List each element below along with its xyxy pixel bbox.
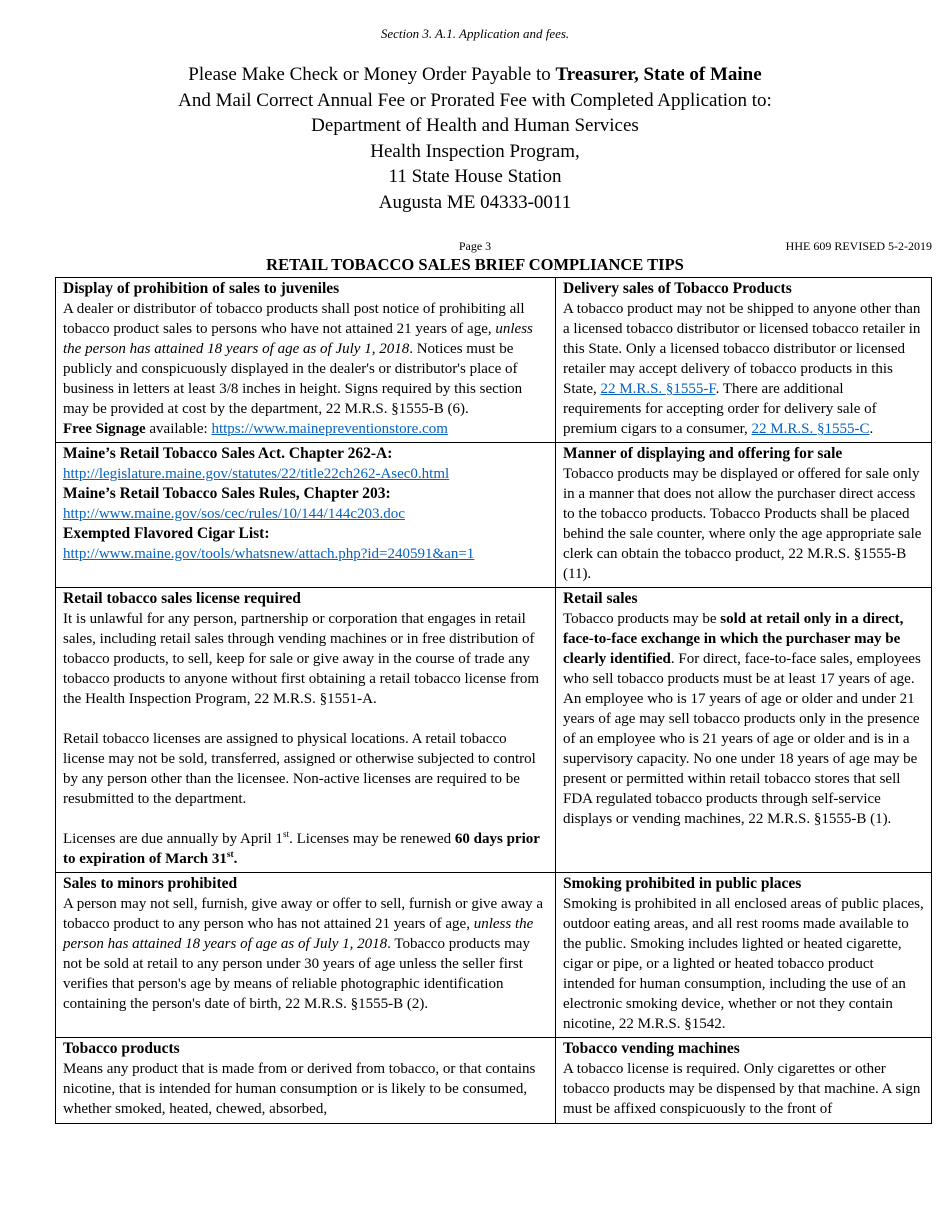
cell-body: Means any product that is made from or derived from tobacco, or that contains nicotine, that is intended for human consumption or is likely to be consumed, whether smoked, heated, chewed, absorbed,	[63, 1061, 536, 1117]
page-number: Page 3	[458, 239, 492, 253]
document-header	[0, 0, 950, 215]
cell-heading: Tobacco products	[63, 1040, 180, 1057]
payee-name: Treasurer, State of Maine	[555, 64, 762, 85]
cell-body	[63, 299, 548, 439]
cell-sales-to-minors	[56, 873, 556, 1038]
cell-statute-links	[56, 443, 556, 588]
table-row-2	[56, 443, 932, 588]
body-italic-text: unless the person has attained 18 years of age as of July 1, 2018	[63, 916, 534, 952]
ordinal-suffix: st	[226, 850, 234, 860]
address-line-2: Augusta ME 04333-0011	[378, 191, 572, 213]
body-text: . Tobacco products may not be sold at retail to any person under 30 years of age unless the seller first verifies that person's age by means of reliable photographic identification containing the person's date of birth, 22 M.R.S. §1555-B (2).	[63, 936, 530, 1012]
section-heading: Section 3. A.1. Application and fees.	[380, 26, 570, 41]
cell-body: A tobacco license is required. Only cigarettes or other tobacco products may be dispensed by that machine. A sign must be affixed conspicuously to the front of	[563, 1061, 921, 1117]
department-line: Department of Health and Human Services	[311, 115, 639, 136]
link-line	[63, 464, 548, 484]
body-text: A tobacco product may not be shipped to anyone other than a licensed tobacco distributor or licensed tobacco retailer in this State. Only a licensed tobacco distributor or licensed retailer may accept delivery of tobacco products in this State,	[563, 301, 921, 397]
cell-license-required	[56, 588, 556, 873]
compliance-tips-table	[55, 277, 932, 1124]
table-row-5	[56, 1038, 932, 1124]
address-line-1: 11 State House Station	[388, 166, 562, 187]
paragraph: It is unlawful for any person, partnership or corporation that engages in retail sales, including retail sales through vending machines or in free distribution of tobacco products, to sell, keep for sale or give away in the course of trade any tobacco products to anyone without first obtaining a retail tobacco license from the Health Inspection Program, 22 M.R.S. §1551-A.	[63, 611, 540, 707]
sales-rules-link[interactable]: http://www.maine.gov/sos/cec/rules/10/144/144c203.doc	[63, 506, 405, 522]
body-italic-text: unless the person has attained 18 years of age as of July 1, 2018	[63, 321, 533, 357]
cell-heading: Retail sales	[563, 590, 638, 607]
statute-1555c-link[interactable]: 22 M.R.S. §1555-C	[751, 421, 870, 437]
free-signage-label: Free Signage	[63, 421, 146, 437]
body-bold-text: 60 days prior to expiration of March 31	[63, 831, 540, 867]
cell-heading: Exempted Flavored Cigar List:	[63, 525, 270, 542]
cell-manner-of-display	[556, 443, 932, 588]
cell-tobacco-products	[56, 1038, 556, 1124]
link-line	[63, 504, 548, 524]
mail-instruction-line: And Mail Correct Annual Fee or Prorated Fee with Completed Application to:	[178, 89, 772, 111]
cell-heading: Manner of displaying and offering for sale	[563, 445, 843, 462]
cell-body: Tobacco products may be displayed or offered for sale only in a manner that does not allow the purchaser direct access to the tobacco products. Tobacco Products shall be placed behind the sale counter, where only the age appropriate sale clerk can obtain the tobacco product, 22 M.R.S. §1555-B (11).	[563, 466, 922, 582]
table-row-1	[56, 278, 932, 443]
body-text: A person may not sell, furnish, give away or offer to sell, furnish or give away a tobacco product to any person who has not attained 21 years of age,	[63, 896, 544, 932]
body-text: Licenses are due annually by April 1	[63, 831, 283, 847]
cell-heading: Delivery sales of Tobacco Products	[563, 280, 792, 297]
cell-body	[63, 894, 548, 1014]
cell-heading: Sales to minors prohibited	[63, 875, 238, 892]
paragraph: Retail tobacco licenses are assigned to physical locations. A retail tobacco license may not be sold, transferred, assigned or otherwise subjected to control by any person other than the licensee. Non-active licenses are required to be resubmitted to the department.	[63, 731, 536, 807]
cell-display-prohibition	[56, 278, 556, 443]
cell-vending-machines	[556, 1038, 932, 1124]
clipped-cell-content	[563, 1039, 924, 1120]
cell-smoking-prohibited	[556, 873, 932, 1038]
program-line: Health Inspection Program,	[370, 140, 580, 162]
cell-heading: Retail tobacco sales license required	[63, 590, 301, 607]
cell-body: Smoking is prohibited in all enclosed areas of public places, outdoor eating areas, and all rest rooms made available to the public. Smoking includes lighted or heated cigarette, cigar or pipe, or a lighted or heated tobacco product intended for human consumption, including the use of an electronic smoking device, whether or not they contain nicotine, 22 M.R.S. §1542.	[563, 896, 924, 1032]
body-text: . Notices must be publicly and conspicuously displayed in the dealer's or distributor's place of business in letters at least 3/8 inches in height. Signs required by this section may be provided at cost by the department, 22 M.R.S. §1555-B (6).	[63, 341, 523, 417]
ordinal-suffix: st	[282, 830, 290, 840]
paragraph	[63, 829, 548, 869]
body-text: available:	[145, 421, 212, 437]
page-meta-row	[0, 239, 950, 253]
cell-retail-sales	[556, 588, 932, 873]
body-text: .	[869, 421, 874, 437]
cell-heading: Smoking prohibited in public places	[563, 875, 802, 892]
body-bold-text: .	[233, 851, 238, 867]
prevention-store-link[interactable]: https://www.mainepreventionstore.com	[211, 421, 448, 437]
body-text: . For direct, face-to-face sales, employees who sell tobacco products must be at least 17 years of age. An employee who is 17 years of age or older and under 21 years of age may sell tobacco products only in the presence of an employee who is 21 years of age or older and is in a supervisory capacity. No one under 18 years of age may be present or permitted within retail tobacco stores that sell FDA regulated tobacco products through self-service displays or vending machines, 22 M.R.S. §1555-B (1).	[563, 651, 921, 827]
page-title: RETAIL TOBACCO SALES BRIEF COMPLIANCE TIPS	[266, 255, 684, 274]
payable-line	[0, 62, 950, 88]
link-line	[63, 544, 548, 564]
statute-1555f-link[interactable]: 22 M.R.S. §1555-F	[600, 381, 716, 397]
clipped-cell-content	[63, 1039, 548, 1120]
flavored-cigar-list-link[interactable]: http://www.maine.gov/tools/whatsnew/attach.php?id=240591&an=1	[63, 546, 475, 562]
sales-act-link[interactable]: http://legislature.maine.gov/statutes/22/title22ch262-Asec0.html	[63, 466, 450, 482]
cell-body	[563, 299, 924, 439]
form-revision-label: HHE 609 REVISED 5-2-2019	[785, 239, 932, 253]
cell-heading: Maine’s Retail Tobacco Sales Act. Chapter 262-A:	[63, 445, 393, 462]
table-row-3	[56, 588, 932, 873]
cell-body	[563, 609, 924, 829]
body-text: Tobacco products may be	[563, 611, 721, 627]
cell-heading: Tobacco vending machines	[563, 1040, 740, 1057]
table-row-4	[56, 873, 932, 1038]
cell-delivery-sales	[556, 278, 932, 443]
body-text: A dealer or distributor of tobacco products shall post notice of prohibiting all tobacco product sales to persons who have not attained 21 years of age,	[63, 301, 525, 337]
body-text: . There are additional requirements for accepting order for delivery sale of premium cigars to a consumer,	[563, 381, 877, 437]
cell-heading: Display of prohibition of sales to juveniles	[63, 280, 340, 297]
body-bold-text: sold at retail only in a direct, face-to-face exchange in which the purchaser may be clearly identified	[563, 611, 904, 667]
body-text: . Licenses may be renewed	[289, 831, 455, 847]
cell-heading: Maine’s Retail Tobacco Sales Rules, Chapter 203:	[63, 485, 391, 502]
payable-text: Please Make Check or Money Order Payable to	[188, 64, 556, 85]
